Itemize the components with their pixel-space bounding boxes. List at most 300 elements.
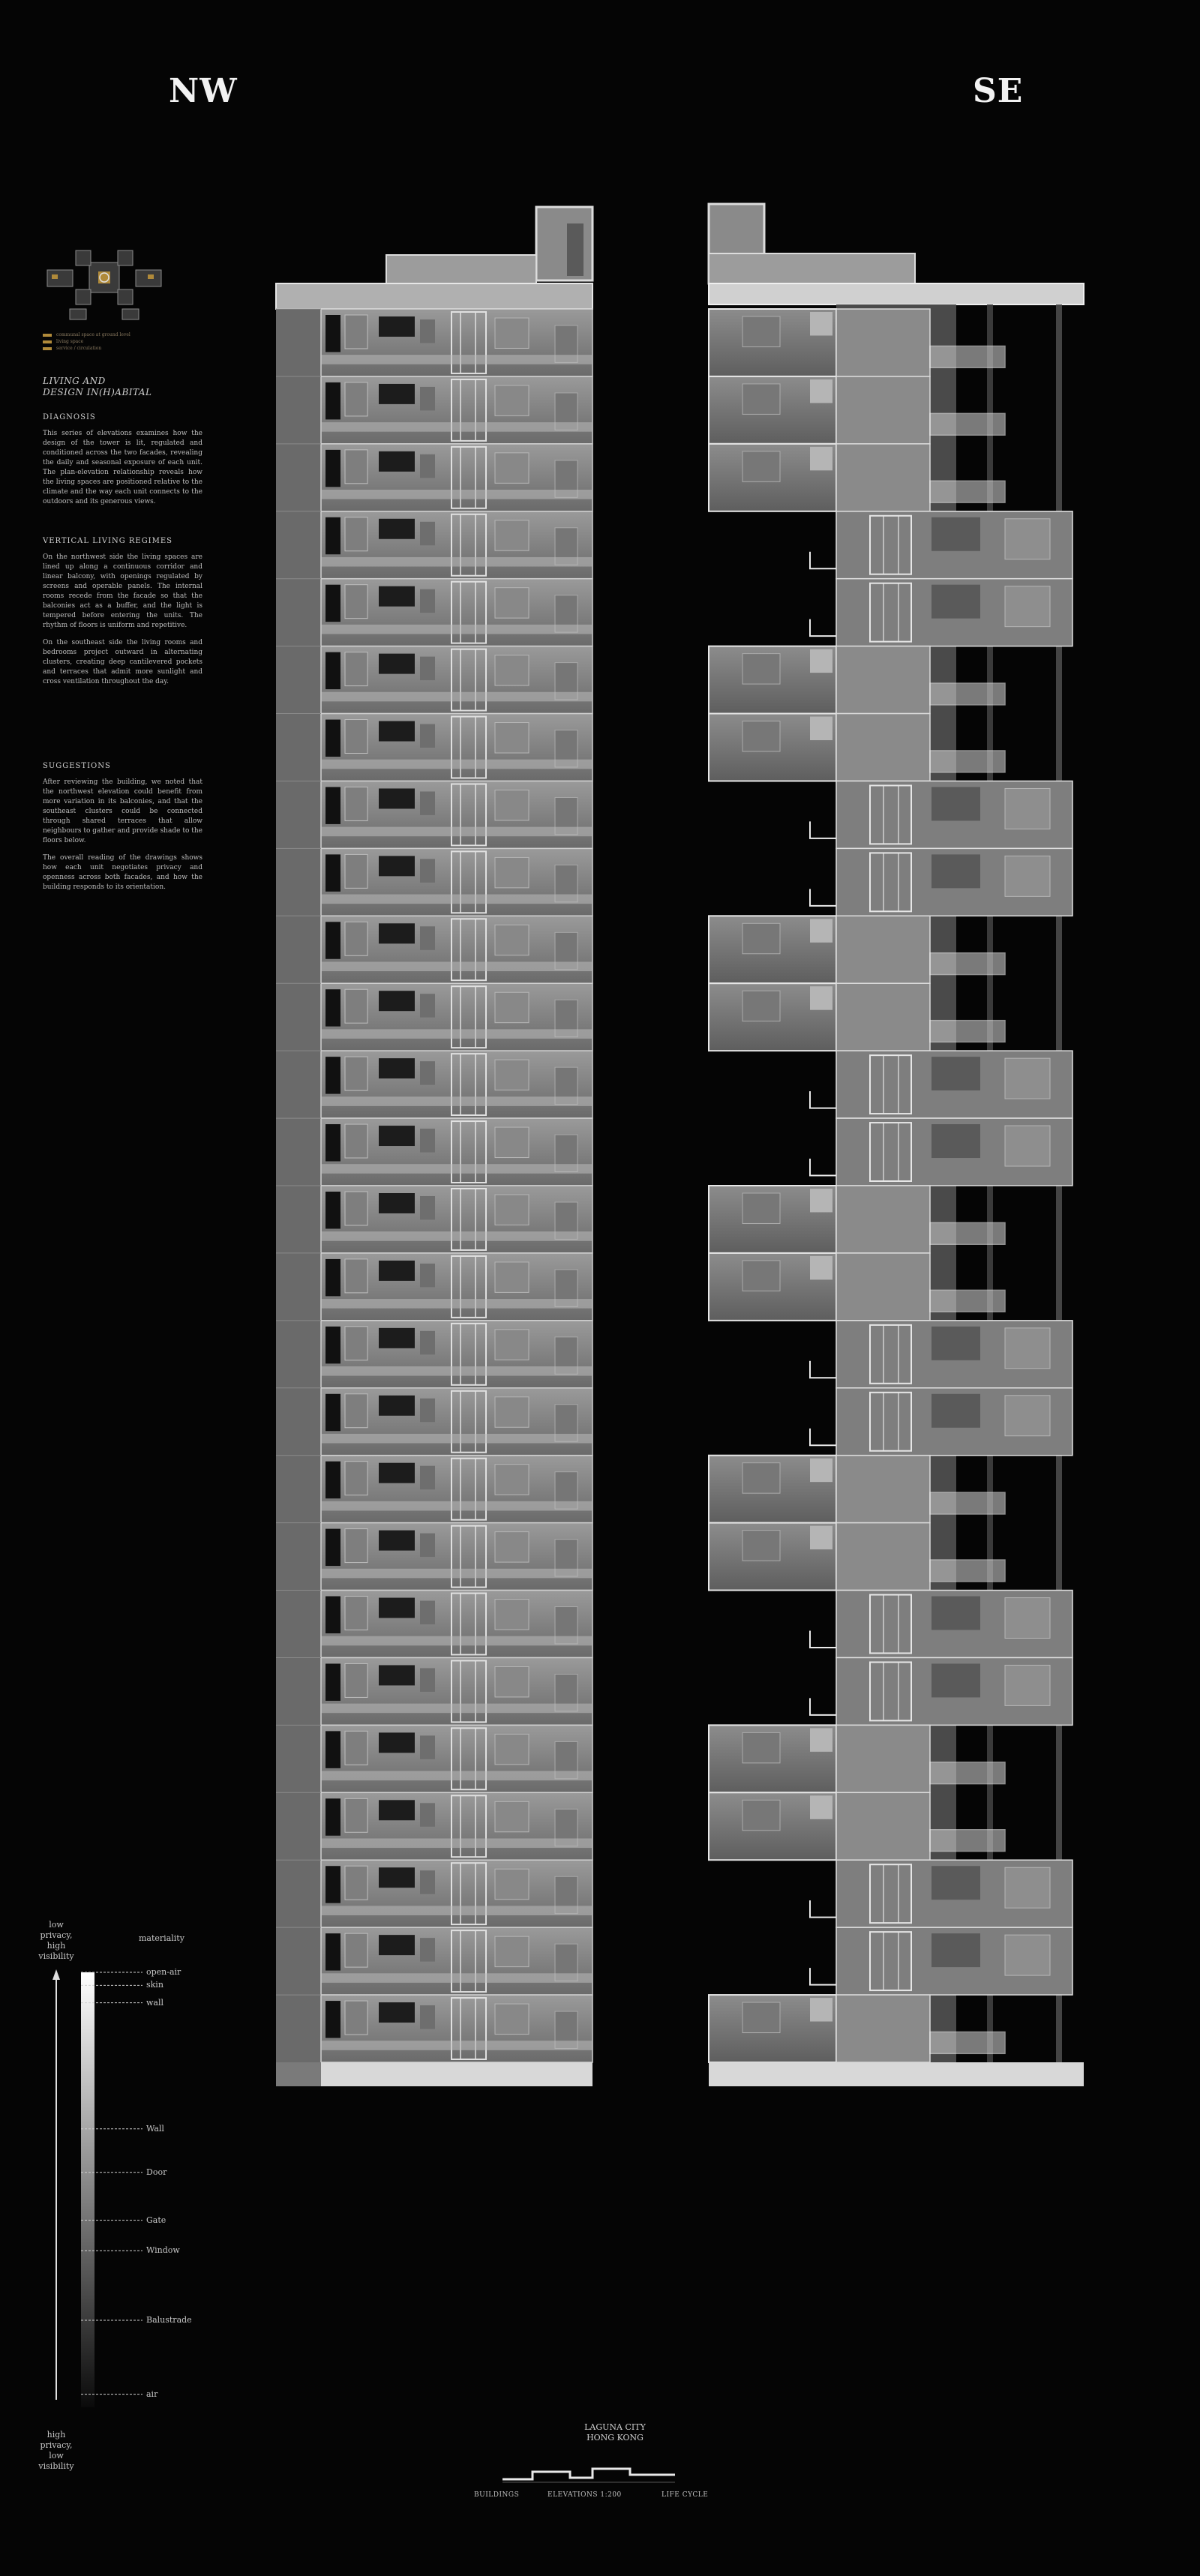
nw-window [379,856,415,876]
se-cluster-panel [810,1526,832,1549]
se-roof-slab [709,283,1084,304]
nw-balcony-rail [321,760,592,769]
nw-window-panel [420,1803,435,1826]
legend-label: living space [56,339,84,344]
se-cluster-panel [810,1795,832,1819]
nw-door-panel [345,1597,368,1630]
nw-window-panel [420,1466,435,1489]
se-room-panel [1005,788,1050,829]
se-core-unit [836,714,930,781]
nw-dark-opening [326,1866,340,1903]
se-cluster-floor [709,1995,1005,2062]
nw-balcony-rail [321,692,592,702]
location-line: HONG KONG [586,2433,644,2443]
se-balcony [930,1830,1005,1852]
scale-top-line: low [49,1920,64,1930]
nw-door-panel [345,1124,368,1158]
nw-door-panel [345,720,368,754]
nw-window [379,1665,415,1685]
nw-door-panel [345,1529,368,1563]
se-cluster-panel [810,919,832,942]
nw-balcony-rail [321,1164,592,1174]
nw-floor [276,1591,592,1658]
nw-balcony-rail [321,422,592,432]
se-cluster-floor [709,444,1005,511]
nw-door-panel [345,1192,368,1225]
nw-floor [276,1725,592,1792]
section-paragraph: The overall reading of the drawings shows how each unit negotiates privacy and openness across both facades, and how the building responds to its orientation. [43,854,202,891]
se-ledge [810,1968,836,1984]
se-window [932,1933,980,1967]
nw-window [379,991,415,1011]
nw-floor [276,1321,592,1388]
se-cluster-panel [810,1728,832,1751]
nw-floor [276,1186,592,1253]
se-heading: SE [973,72,1024,110]
nw-balcony-rail [321,355,592,364]
nw-room-panel [495,790,529,820]
se-window [932,787,980,820]
nw-floor [276,983,592,1051]
nw-balcony-rail [321,557,592,567]
se-cluster-floor [709,1792,1005,1860]
se-window [932,517,980,551]
nw-dark-opening [326,1731,340,1768]
nw-window-panel [420,522,435,545]
se-core-unit [836,444,930,511]
nw-door-panel [345,450,368,484]
nw-dark-opening [326,1192,340,1228]
se-ledge [810,1429,836,1445]
se-cluster-panel [742,923,780,953]
scale-bottom-line: privacy, [40,2440,73,2450]
nw-roof-core [536,207,592,280]
nw-door-panel [345,585,368,619]
nw-room-panel [495,1869,529,1899]
se-core-unit [836,1456,930,1523]
nw-heading: NW [169,72,238,110]
nw-window-panel [420,1534,435,1557]
nw-window-panel [420,319,435,343]
nw-balcony-rail [321,827,592,837]
nw-door-panel [345,1731,368,1765]
scale-arrow-head [52,1969,60,1980]
nw-door-panel [345,1057,368,1090]
nw-door-panel [345,1394,368,1428]
nw-dark-opening [326,1259,340,1296]
se-ledge [810,889,836,905]
se-balcony [930,481,1005,502]
nw-dark-opening [326,1057,340,1093]
scale-level-label: open-air [146,1967,182,1977]
nw-floor [276,1927,592,1995]
sidebar-title-line: LIVING AND [43,376,106,386]
se-recessed-floor [810,1051,1072,1118]
nw-room-panel [495,2004,529,2034]
se-room-panel [1005,1867,1050,1908]
se-cluster-panel [742,451,780,481]
se-balcony [930,1021,1005,1042]
se-ledge [810,1900,836,1917]
se-balcony [930,1762,1005,1784]
se-window [932,1597,980,1630]
nw-floor [276,1118,592,1186]
nw-dark-opening [326,1327,340,1363]
se-cluster-panel [742,1193,780,1223]
nw-window [379,1328,415,1348]
scale-top-line: visibility [38,1951,74,1961]
se-roof-parapet [709,253,915,283]
sidebar-title-line: DESIGN IN(H)ABITAL [43,387,152,397]
scale-level-label: wall [146,1997,164,2008]
nw-roof-slab [276,283,592,309]
se-recessed-floor [810,781,1072,848]
nw-room-panel [495,318,529,348]
se-cluster-panel [810,1189,832,1212]
se-window [932,1057,980,1090]
nw-base-slab [321,2062,592,2086]
nw-window-panel [420,589,435,613]
nw-window-panel [420,926,435,949]
se-cluster-panel [810,986,832,1009]
scale-bar [495,2457,720,2487]
se-core-unit [836,376,930,444]
nw-dark-opening [326,1529,340,1566]
nw-room-panel [495,1532,529,1562]
se-balcony [930,683,1005,705]
se-core-unit [836,1792,930,1860]
se-cluster-panel [810,312,832,335]
nw-window [379,1396,415,1416]
nw-dark-opening [326,1798,340,1835]
se-recessed-floor [810,1118,1072,1186]
nw-floor [276,1860,592,1927]
se-balcony [930,1222,1005,1244]
nw-balcony-rail [321,1501,592,1511]
nw-dark-opening [326,922,340,958]
se-core-unit [836,309,930,376]
nw-dark-opening [326,1124,340,1161]
nw-floor [276,579,592,646]
nw-window [379,519,415,539]
nw-dark-opening [326,1462,340,1498]
se-cluster-panel [742,654,780,684]
footer [465,2422,765,2505]
nw-floor [276,376,592,444]
se-recessed-floor [810,1657,1072,1725]
nw-window [379,923,415,943]
nw-dark-opening [326,1933,340,1970]
nw-dark-opening [326,854,340,891]
nw-balcony-rail [321,1231,592,1241]
nw-dark-opening [326,652,340,689]
nw-floor [276,1657,592,1725]
se-core-unit [836,1523,930,1591]
nw-room-panel [495,1666,529,1696]
se-ledge [810,821,836,838]
scale-top-line: privacy, [40,1930,73,1940]
nw-room-panel [495,1195,529,1225]
nw-dark-opening [326,989,340,1026]
nw-window-panel [420,1601,435,1624]
nw-balcony-rail [321,1096,592,1106]
se-balcony [930,346,1005,367]
se-window [932,1327,980,1360]
nw-room-panel [495,1330,529,1360]
se-recessed-floor [810,848,1072,916]
se-ledge [810,1698,836,1714]
nw-window-panel [420,454,435,478]
nw-window [379,384,415,404]
nw-balcony-rail [321,2041,592,2050]
se-cluster-floor [709,1523,1005,1591]
se-base-slab [709,2062,1084,2086]
nw-floor [276,646,592,714]
se-window [932,1394,980,1428]
se-cluster-floor [709,916,1005,983]
nw-window-panel [420,1264,435,1287]
se-core-unit [836,1725,930,1792]
se-room-panel [1005,1665,1050,1705]
se-balcony [930,953,1005,975]
nw-floor [276,309,592,376]
nw-floor [276,714,592,781]
se-cluster-panel [810,649,832,673]
se-ledge [810,1091,836,1108]
se-cluster-floor [709,1186,1005,1253]
legend-label: service / circulation [56,346,102,351]
se-room-panel [1005,1328,1050,1369]
nw-room-panel [495,723,529,753]
scale-level-label: Wall [146,2123,164,2134]
nw-floor [276,1253,592,1321]
location-label [555,2422,675,2443]
nw-balcony-rail [321,490,592,499]
nw-room-panel [495,1734,529,1764]
nw-door-panel [345,1798,368,1832]
se-balcony [930,751,1005,772]
scale-bottom-line: high [46,2430,66,2440]
se-recessed-floor [810,511,1072,579]
nw-door-panel [345,2001,368,2035]
se-cluster-floor [709,1456,1005,1523]
se-balcony [930,413,1005,435]
se-cluster-floor [709,983,1005,1051]
se-cluster-panel [810,1256,832,1279]
privacy-visibility-scale [30,1920,225,2490]
nw-window [379,1732,415,1753]
se-cluster-panel [742,2002,780,2032]
section-paragraph: This series of elevations examines how the design of the tower is lit, regulated and conditioned across the two facades, revealing the daily and seasonal exposure of each unit. The plan-elevation relationship reveals how the living spaces are positioned relative to the climate and the way each unit connects to the outdoors and its generous views. [43,430,202,505]
nw-balcony-rail [321,895,592,904]
scale-level-label: Door [146,2167,167,2177]
se-cluster-panel [742,1463,780,1493]
se-recessed-floor [810,1860,1072,1927]
nw-window-panel [420,1399,435,1422]
scale-graphic [30,1920,225,2490]
nw-balcony-rail [321,1636,592,1646]
nw-room-panel [495,992,529,1022]
nw-window-panel [420,1196,435,1219]
se-cluster-panel [810,379,832,403]
nw-window [379,316,415,337]
nw-roof-core-opening [567,223,584,276]
se-room-panel [1005,1396,1050,1436]
nw-window [379,1463,415,1483]
se-window [932,854,980,888]
nw-balcony-rail [321,1704,592,1714]
nw-room-panel [495,453,529,483]
scale-top-line: high [46,1941,66,1951]
nw-floor [276,1456,592,1523]
se-cluster-panel [742,991,780,1021]
nw-window-panel [420,387,435,410]
nw-room-panel [495,857,529,887]
se-cluster-panel [810,1998,832,2021]
nw-dark-opening [326,315,340,352]
scale-bar-label: BUILDINGS [474,2491,520,2499]
se-core-unit [836,646,930,714]
se-cluster-panel [742,384,780,414]
nw-floor [276,1523,592,1591]
se-cluster-floor [709,714,1005,781]
se-cluster-floor [709,1725,1005,1792]
nw-window-panel [420,657,435,680]
scale-bar-label: ELEVATIONS 1:200 [548,2491,622,2499]
nw-room-panel [495,1397,529,1427]
nw-roof-parapet [386,255,536,283]
nw-room-panel [495,588,529,618]
se-balcony [930,2032,1005,2054]
nw-window [379,654,415,674]
se-cluster-panel [742,1531,780,1561]
nw-window [379,1935,415,1955]
nw-dark-opening [326,585,340,622]
se-elevation [709,204,1084,2086]
se-cluster-panel [742,1261,780,1291]
nw-door-panel [345,854,368,888]
nw-window-panel [420,859,435,882]
nw-room-panel [495,1600,529,1630]
nw-room-panel [495,1127,529,1157]
se-core-unit [836,916,930,983]
se-ledge [810,1630,836,1647]
se-ledge [810,619,836,636]
nw-balcony-rail [321,625,592,634]
se-room-panel [1005,1126,1050,1166]
nw-window-panel [420,1870,435,1894]
scale-level-label: skin [146,1980,164,1990]
nw-dark-opening [326,1394,340,1431]
nw-room-panel [495,655,529,685]
nw-window-panel [420,1735,435,1759]
se-cluster-floor [709,1253,1005,1321]
location-line: LAGUNA CITY [584,2422,646,2432]
se-window [932,1663,980,1697]
se-recessed-floor [810,1591,1072,1658]
nw-window [379,1800,415,1820]
nw-door-panel [345,315,368,349]
nw-balcony-rail [321,1906,592,1915]
nw-door-panel [345,1933,368,1967]
nw-door-panel [345,989,368,1023]
nw-window [379,451,415,472]
section-paragraph: After reviewing the building, we noted that the northwest elevation could benefit from more variation in its balconies, and that the southeast clusters could be connected through shared terraces that allow neighbours to gather and provide shade to the floors below. [43,778,202,844]
nw-window-panel [420,724,435,748]
nw-dark-opening [326,382,340,419]
nw-balcony-rail [321,1366,592,1376]
se-cluster-panel [742,1732,780,1762]
nw-base-left [276,2062,321,2086]
nw-balcony-rail [321,1973,592,1983]
nw-door-panel [345,922,368,955]
se-recessed-floor [810,1388,1072,1456]
scale-level-label: Gate [146,2215,166,2225]
se-cluster-panel [742,1800,780,1830]
nw-dark-opening [326,720,340,757]
nw-window [379,1058,415,1078]
se-balcony [930,1290,1005,1312]
nw-window [379,1261,415,1281]
nw-window [379,721,415,742]
se-window [932,1124,980,1158]
nw-window-panel [420,1061,435,1084]
nw-floor [276,1388,592,1456]
nw-balcony-rail [321,1434,592,1444]
materiality-label: materiality [139,1933,184,1943]
nw-window [379,1126,415,1146]
se-cluster-floor [709,376,1005,444]
nw-dark-opening [326,787,340,823]
section-paragraph: On the northwest side the living spaces are lined up along a continuous corridor and linear balcony, with openings regulated by screens and operable panels. The internal rooms recede from the facade so that the balconies act as a buffer, and the light is tempered before entering the units. The rhythm of floors is uniform and repetitive. [43,553,202,629]
nw-window [379,586,415,607]
se-cluster-panel [742,721,780,751]
scale-bar-label: LIFE CYCLE [662,2491,709,2499]
nw-door-panel [345,382,368,416]
se-ledge [810,1159,836,1175]
section-heading: DIAGNOSIS [43,413,96,421]
nw-dark-opening [326,517,340,554]
nw-balcony-rail [321,1838,592,1848]
nw-dark-opening [326,1597,340,1633]
nw-window-panel [420,1331,435,1354]
se-cluster-panel [742,316,780,346]
nw-room-panel [495,925,529,955]
nw-room-panel [495,1936,529,1966]
nw-door-panel [345,1866,368,1900]
nw-balcony-rail [321,1771,592,1781]
nw-elevation [276,207,592,2086]
se-room-panel [1005,856,1050,896]
nw-door-panel [345,1259,368,1293]
se-recessed-floor [810,579,1072,646]
nw-door-panel [345,1327,368,1360]
se-room-panel [1005,519,1050,559]
se-room-panel [1005,1935,1050,1975]
nw-window [379,1867,415,1888]
se-recessed-floor [810,1321,1072,1388]
scale-bottom-label [30,2430,82,2472]
nw-dark-opening [326,450,340,487]
se-recessed-floor [810,1927,1072,1995]
nw-balcony-rail [321,961,592,971]
nw-room-panel [495,1060,529,1090]
nw-window-panel [420,1668,435,1691]
se-cluster-floor [709,309,1005,376]
scale-bottom-line: low [49,2451,64,2461]
nw-floor [276,916,592,983]
scale-level-label: air [146,2389,158,2399]
